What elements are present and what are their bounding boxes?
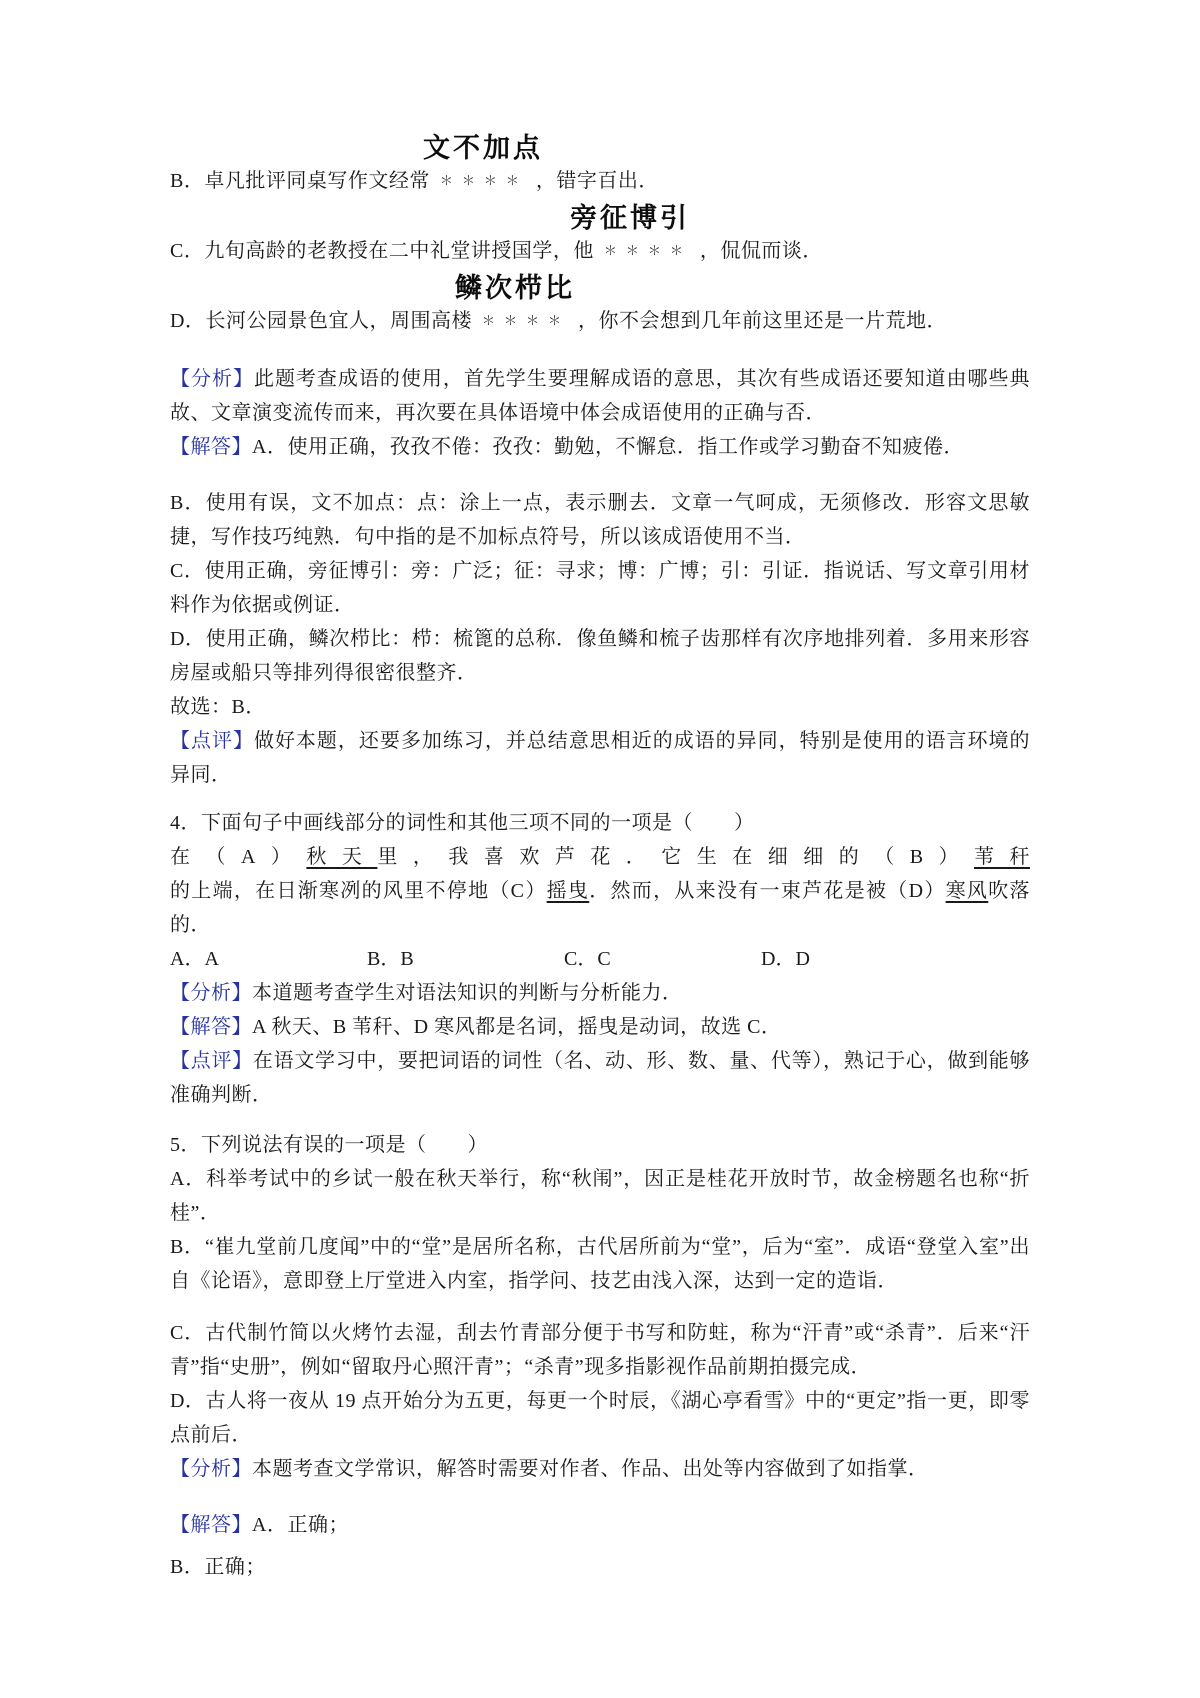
text-run: 里，我喜欢芦花．它生在细细的（B） xyxy=(377,846,975,868)
q3-comment xyxy=(170,724,1030,792)
idiom-answer-wenbujiadian: 文不加点 xyxy=(423,133,543,163)
underlined-term: 秋天 xyxy=(306,846,378,868)
section-label: 【点评】 xyxy=(170,1050,253,1072)
text-run: ，错字百出． xyxy=(535,170,659,192)
text-run: 此题考查成语的使用，首先学生要理解成语的意思，其次有些成语还要知道由哪些典故、文章演变流传而来，再次要在具体语境中体会成语使用的正确与否． xyxy=(170,368,1031,424)
question-4-passage xyxy=(170,840,1030,942)
text-run: A．科举考试中的乡试一般在秋天举行，称“秋闱”，因正是桂花开放时节，故金榜题名也称“折桂”． xyxy=(170,1168,1030,1224)
question-5-title xyxy=(170,1128,1030,1162)
q5-option-c xyxy=(170,1316,1030,1384)
text-run: 在（A） xyxy=(170,846,307,868)
q5-answer-b xyxy=(170,1550,1030,1584)
section-label: 【分析】 xyxy=(170,982,252,1004)
underlined-term: 摇曳 xyxy=(546,880,590,902)
document-content xyxy=(170,132,1030,1584)
text-run: D．古人将一夜从 19 点开始分为五更，每更一个时辰，《湖心亭看雪》中的“更定”指一更，即零点前后． xyxy=(170,1390,1030,1446)
q3-answer-d xyxy=(170,622,1030,690)
underlined-term: 寒风 xyxy=(945,880,989,902)
spacer xyxy=(170,1298,1030,1316)
text-run: 本道题考查学生对语法知识的判断与分析能力． xyxy=(252,982,683,1004)
text-run: A 秋天、B 苇秆、D 寒风都是名词，摇曳是动词，故选 C． xyxy=(252,1016,782,1038)
answer-choice: C．C xyxy=(564,948,611,970)
q4-choices-row xyxy=(170,942,1030,976)
idiom-answer-pangzhengboyin: 旁征博引 xyxy=(570,203,690,233)
answer-choice: A．A xyxy=(170,948,219,970)
q5-answer-a xyxy=(170,1508,1030,1542)
q4-comment xyxy=(170,1044,1030,1112)
q4-analysis xyxy=(170,976,1030,1010)
spacer xyxy=(170,464,1030,486)
section-label: 【点评】 xyxy=(170,730,254,752)
answer-choice: B．B xyxy=(367,948,414,970)
text-run: 在语文学习中，要把词语的词性（名、动、形、数、量、代等），熟记于心，做到能够准确判断． xyxy=(170,1050,1031,1106)
text-run: 故选：B． xyxy=(170,696,266,718)
q5-analysis xyxy=(170,1452,1030,1486)
text-run: B．使用有误，文不加点：点：涂上一点，表示删去．文章一气呵成，无须修改．形容文思敏捷，写作技巧纯熟．句中指的是不加标点符号，所以该成语使用不当． xyxy=(170,492,1030,548)
text-run: D．长河公园景色宜人，周围高楼 xyxy=(170,310,472,332)
section-label: 【解答】 xyxy=(170,1514,252,1536)
answer-choice: D．D xyxy=(761,948,810,970)
text-run: 5．下列说法有误的一项是（ ） xyxy=(170,1134,488,1156)
q3-option-b-sentence xyxy=(170,164,1030,198)
section-label: 【分析】 xyxy=(170,368,254,390)
text-run: C．九旬高龄的老教授在二中礼堂讲授国学，他 xyxy=(170,240,594,262)
text-run: C．使用正确，旁征博引：旁：广泛；征：寻求；博：广博；引：引证．指说话、写文章引用材料作为依据或例证． xyxy=(170,560,1030,616)
spacer xyxy=(170,792,1030,806)
answer-blank-stars: ＊＊＊＊ xyxy=(439,173,528,188)
text-run: B．正确； xyxy=(170,1556,266,1578)
text-run: ．然而，从来没有一束芦花是被（D） xyxy=(589,880,946,902)
text-run: C．古代制竹简以火烤竹去湿，刮去竹青部分便于书写和防蛀，称为“汗青”或“杀青”．后来“汗青”指“史册”，例如“留取丹心照汗青”；“杀青”现多指影视作品前期拍摄完成． xyxy=(170,1322,1030,1378)
question-4-title xyxy=(170,806,1030,840)
text-run: 4．下面句子中画线部分的词性和其他三项不同的一项是（ ） xyxy=(170,812,755,834)
q3-answer-a xyxy=(170,430,1030,464)
text-run: 吹落的． xyxy=(170,880,1031,936)
q5-option-a xyxy=(170,1162,1030,1230)
section-label: 【解答】 xyxy=(170,1016,252,1038)
q3-analysis xyxy=(170,362,1030,430)
q3-answer-b xyxy=(170,486,1030,554)
answer-blank-stars: ＊＊＊＊ xyxy=(481,313,570,328)
text-run: A．正确； xyxy=(252,1514,349,1536)
q3-option-d-sentence xyxy=(170,304,1030,338)
q4-answer xyxy=(170,1010,1030,1044)
idiom-answer-lincizhibi: 鳞次栉比 xyxy=(455,273,575,303)
q3-option-c-sentence xyxy=(170,234,1030,268)
text-run: 做好本题，还要多加练习，并总结意思相近的成语的异同，特别是使用的语言环境的异同． xyxy=(170,730,1031,786)
text-run: 的上端，在日渐寒冽的风里不停地（C） xyxy=(170,880,547,902)
q3-answer-c xyxy=(170,554,1030,622)
text-run: B．“崔九堂前几度闻”中的“堂”是居所名称，古代居所前为“堂”，后为“室”．成语“登堂入室”出自《论语》，意即登上厅堂进入内室，指学问、技艺由浅入深，达到一定的造诣． xyxy=(170,1236,1030,1292)
text-run: D．使用正确，鳞次栉比：栉：梳篦的总称．像鱼鳞和梳子齿那样有次序地排列着．多用来形容房屋或船只等排列得很密很整齐． xyxy=(170,628,1030,684)
text-run: ，侃侃而谈． xyxy=(699,240,823,262)
text-run: 本题考查文学常识，解答时需要对作者、作品、出处等内容做到了如指掌． xyxy=(252,1458,929,1480)
section-label: 【分析】 xyxy=(170,1458,252,1480)
text-run: B．卓凡批评同桌写作文经常 xyxy=(170,170,430,192)
spacer xyxy=(170,338,1030,362)
q5-option-b xyxy=(170,1230,1030,1298)
text-run: ，你不会想到几年前这里还是一片荒地． xyxy=(577,310,947,332)
spacer xyxy=(170,1486,1030,1508)
section-label: 【解答】 xyxy=(170,436,252,458)
underlined-term: 苇秆 xyxy=(974,846,1031,868)
answer-blank-stars: ＊＊＊＊ xyxy=(603,243,692,258)
spacer xyxy=(170,1112,1030,1128)
q5-option-d xyxy=(170,1384,1030,1452)
spacer xyxy=(170,1542,1030,1550)
q3-conclusion xyxy=(170,690,1030,724)
text-run: A．使用正确，孜孜不倦：孜孜：勤勉，不懈怠．指工作或学习勤奋不知疲倦． xyxy=(252,436,964,458)
